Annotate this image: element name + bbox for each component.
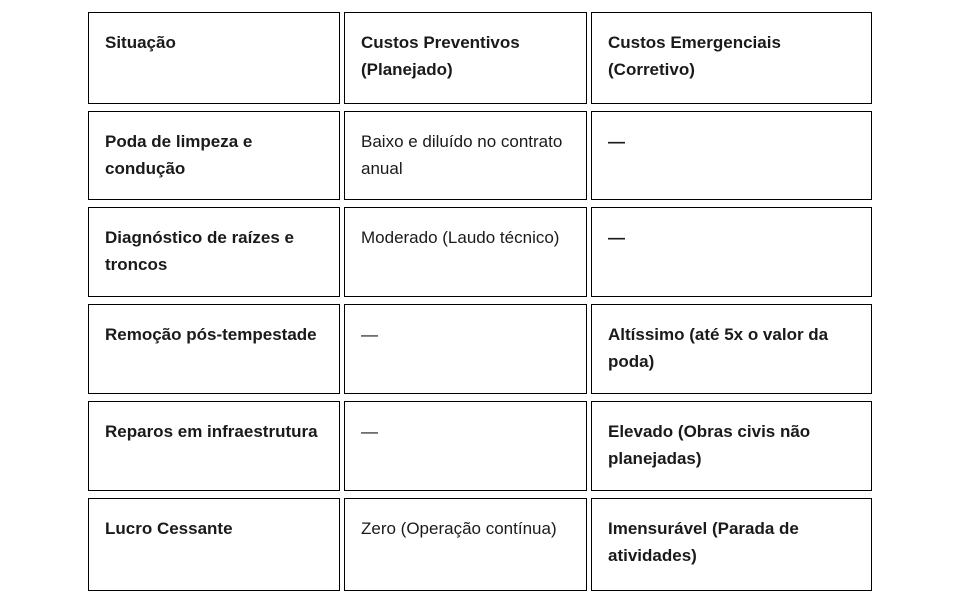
cell-situacao: Lucro Cessante — [88, 498, 340, 591]
header-cell-situacao: Situação — [88, 12, 340, 104]
header-cell-custos-preventivos: Custos Preventivos (Planejado) — [344, 12, 587, 104]
cell-custo-emergencial: Elevado (Obras civis não planejadas) — [591, 401, 872, 491]
cell-custo-preventivo: Moderado (Laudo técnico) — [344, 207, 587, 297]
cell-situacao: Poda de limpeza e condução — [88, 111, 340, 200]
cell-custo-preventivo: Zero (Operação contínua) — [344, 498, 587, 591]
cell-situacao: Reparos em infraestrutura — [88, 401, 340, 491]
cell-situacao: Diagnóstico de raízes e troncos — [88, 207, 340, 297]
cell-custo-emergencial: — — [591, 207, 872, 297]
cell-custo-preventivo: — — [344, 401, 587, 491]
cell-situacao: Remoção pós-tempestade — [88, 304, 340, 394]
header-cell-custos-emergenciais: Custos Emergenciais (Corretivo) — [591, 12, 872, 104]
cost-comparison-table — [88, 12, 872, 591]
cell-custo-emergencial: Altíssimo (até 5x o valor da poda) — [591, 304, 872, 394]
cell-custo-preventivo: Baixo e diluído no contrato anual — [344, 111, 587, 200]
cell-custo-preventivo: — — [344, 304, 587, 394]
cell-custo-emergencial: — — [591, 111, 872, 200]
cell-custo-emergencial: Imensurável (Parada de atividades) — [591, 498, 872, 591]
